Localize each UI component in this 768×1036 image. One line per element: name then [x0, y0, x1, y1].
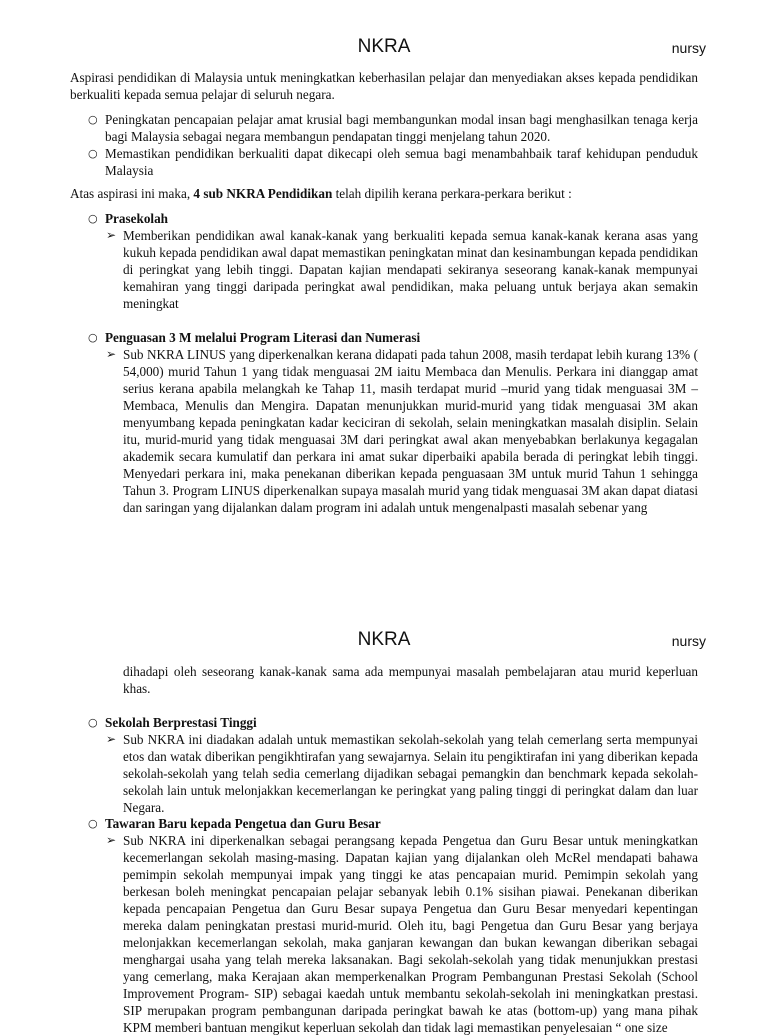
lead-text-end: telah dipilih kerana perkara-perkara berikut :	[332, 186, 572, 201]
bullet-item	[88, 145, 698, 179]
section-text: dihadapi oleh seseorang kanak-kanak sama ada mempunyai masalah pembelajaran atau murid keperluan khas.	[123, 664, 698, 696]
circle-bullet-icon: ○	[88, 716, 98, 729]
bullet-text: Memastikan pendidikan berkualiti dapat dikecapi oleh semua bagi menambahbaik taraf kehidupan penduduk Malaysia	[105, 146, 698, 178]
section-heading	[88, 329, 698, 346]
page-header-title: NKRA	[357, 629, 411, 650]
circle-bullet-icon: ○	[88, 817, 98, 830]
lead-paragraph	[70, 185, 698, 202]
page-header-title: NKRA	[357, 36, 411, 57]
section-heading	[88, 815, 698, 832]
arrow-bullet-icon: ➢	[106, 347, 117, 361]
section-heading	[88, 210, 698, 227]
section-text: Sub NKRA ini diperkenalkan sebagai perangsang kepada Pengetua dan Guru Besar untuk meningkatkan kecemerlangan sekolah masing-masing. Dapatan kajian yang dijalankan oleh McRel mendapati bahawa pemimpin sekolah mempunyai impak yang tinggi ke atas pencapaian murid. Pemimpin sekolah yang berkesan boleh meningkat pencapaian pelajar sebanyak lebih 0.1% sisihan piawai. Penekanan diberikan kepada pencapaian Pengetua dan Guru Besar supaya Pengetua dan Guru Besar menyedari kepentingan mereka dalam peningkatan prestasi murid-murid. Oleh itu, bagi Pengetua dan Guru Besar yang berjaya melonjakkan kecemerlangan sekolah, maka ganjaran kewangan dan bukan kewangan diberikan sebagai menghargai usaha yang telah mereka laksanakan. Bagi sekolah-sekolah yang tidak menunjukkan prestasi yang cemerlang, maka Kerajaan akan memperkenalkan Program Pembangunan Prestasi Sekolah (School Improvement Program- SIP) sebagai kaedah untuk membantu sekolah-sekolah ini meningkatkan prestasi. SIP merupakan program pembangunan daripada peringkat bawah ke atas (bottom-up) yang mana pihak KPM memberi bantuan mengikut keperluan sekolah dan tidak lagi memastikan penyelesaian “ one size	[123, 833, 698, 1035]
bullet-text: Peningkatan pencapaian pelajar amat krusial bagi membangunkan modal insan bagi menghasilkan tenaga kerja bagi Malaysia sebagai negara membangun pendapatan tinggi menjelang tahun 2020.	[105, 112, 698, 144]
section-title: Prasekolah	[105, 211, 169, 226]
continuation-text	[106, 663, 698, 697]
section-body	[106, 832, 698, 1035]
arrow-bullet-icon: ➢	[106, 833, 117, 847]
document-page-2	[0, 600, 768, 1035]
section-text: Sub NKRA LINUS yang diperkenalkan kerana didapati pada tahun 2008, masih terdapat lebih kurang 13% ( 54,000) murid Tahun 1 yang tidak menguasai 2M iaitu Membaca dan Menulis. Perkara ini dianggap amat serius kerana apabila melangkah ke Tahap 11, masih terdapat murid –murid yang tidak menguasai 3M – Membaca, Menulis dan Mengira. Dapatan menunjukkan murid-murid yang tidak menguasai 3M akan menyumbang kepada peningkatan kadar keciciran di sekolah, selain meningkatkan masalah disiplin. Selain itu, murid-murid yang tidak menguasai 3M dari peringkat awal akan menyebabkan berlakunya kegagalan akademik secara kumulatif dan perkara ini amat sukar diperbaiki apabila berada di peringkat lebih tinggi. Menyedari perkara ini, maka penekanan diberikan kepada penguasaan 3M untuk murid Tahun 1 sehingga Tahun 3. Program LINUS diperkenalkan supaya masalah murid yang tidak menguasai 3M akan dapat diatasi dan saringan yang dijalankan dalam program ini adalah untuk mengenalpasti masalah sebenar yang	[123, 347, 698, 515]
bullet-item	[88, 111, 698, 145]
intro-paragraph: Aspirasi pendidikan di Malaysia untuk meningkatkan keberhasilan pelajar dan menyediakan akses kepada pendidikan berkualiti kepada semua pelajar di seluruh negara.	[70, 70, 698, 102]
section-body	[106, 731, 698, 816]
lead-text-start: Atas aspirasi ini maka,	[70, 186, 194, 201]
section-text: Memberikan pendidikan awal kanak-kanak yang berkualiti kepada semua kanak-kanak kerana asas yang kukuh kepada pendidikan awal dapat memastikan peningkatan minat dan kesinambungan kepada pendidikan di peringkat yang lebih tinggi. Dapatan kajian mendapati sekiranya seseorang kanak-kanak mempunyai kemahiran yang tinggi daripada peringkat awal pendidikan, maka peluang untuk berjaya akan semakin meningkat	[123, 228, 698, 311]
section-body	[106, 346, 698, 516]
page-header-author: nursy	[671, 633, 706, 649]
lead-text-bold: 4 sub NKRA Pendidikan	[193, 186, 333, 201]
arrow-bullet-icon: ➢	[106, 732, 117, 746]
circle-bullet-icon: ○	[88, 113, 98, 126]
circle-bullet-icon: ○	[88, 147, 98, 160]
arrow-bullet-icon: ➢	[106, 228, 117, 242]
section-title: Penguasan 3 M melalui Program Literasi dan Numerasi	[105, 330, 421, 345]
circle-bullet-icon: ○	[88, 331, 98, 344]
section-heading	[88, 714, 698, 731]
page-header-author: nursy	[671, 40, 706, 56]
section-text: Sub NKRA ini diadakan adalah untuk memastikan sekolah-sekolah yang telah cemerlang serta mempunyai etos dan watak diberikan pengikhtirafan yang sewajarnya. Selain itu pengiktirafan ini yang diberikan kepada sekolah-sekolah yang telah sedia cemerlang dijadikan sebagai pemangkin dan benchmark kepada sekolah-sekolah lain untuk melonjakkan kecemerlangan ke peringkat yang paling tinggi di peringkat dalam dan luar Negara.	[123, 732, 698, 815]
section-title: Sekolah Berprestasi Tinggi	[105, 715, 257, 730]
section-body	[106, 227, 698, 312]
section-title: Tawaran Baru kepada Pengetua dan Guru Besar	[105, 816, 381, 831]
circle-bullet-icon: ○	[88, 212, 98, 225]
